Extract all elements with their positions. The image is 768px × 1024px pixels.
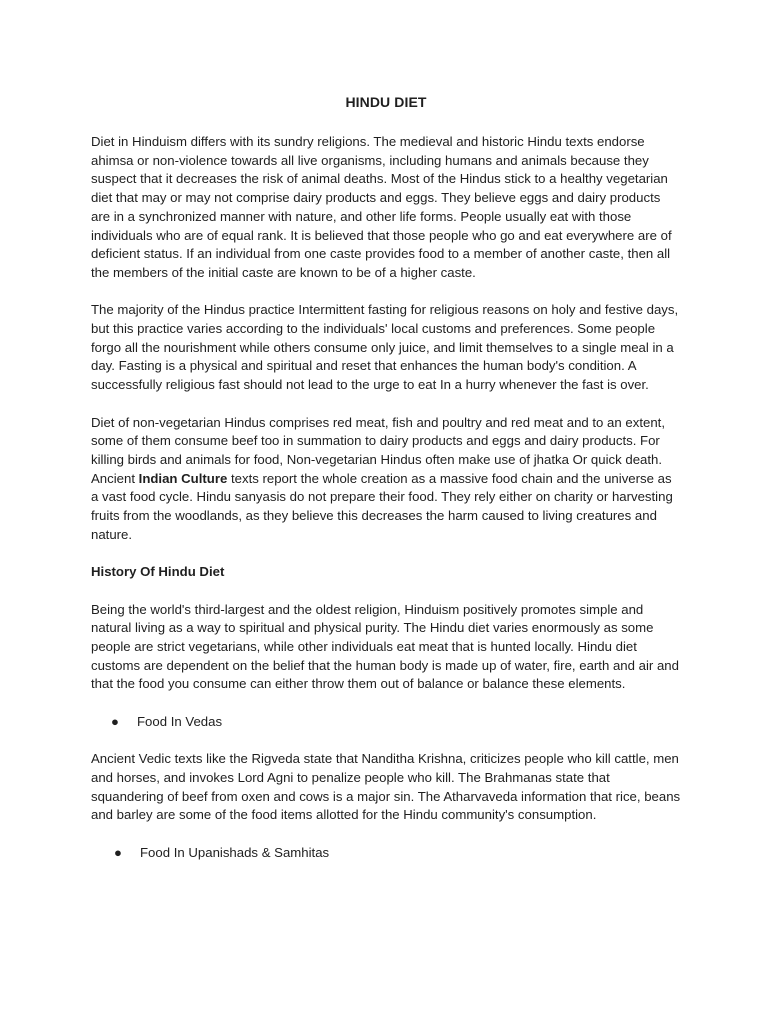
document-title: HINDU DIET (345, 94, 427, 110)
bullet-item-food-in-vedas (91, 713, 681, 732)
paragraph-non-vegetarian (91, 414, 681, 545)
bullet-item-food-in-upanishads (91, 844, 681, 863)
bullet-icon: ● (111, 713, 119, 729)
paragraph-vedic-texts: Ancient Vedic texts like the Rigveda state that Nanditha Krishna, criticizes people who kill cattle, men and horses, and invokes Lord Agni to penalize people who kill. The Brahmanas state that squandering of beef from oxen and cows is a major sin. The Atharvaveda information that rice, beans and barley are some of the food items allotted for the Hindu community's consumption. (91, 751, 681, 823)
paragraph-non-vegetarian-start: Diet of non-vegetarian Hindus comprises red meat, fish and poultry and red meat and to an extent, some of them consume beef too in summation to dairy products and eggs and dairy products. For killing birds and animals for food, Non-vegetarian Hindus often make use of jhatka Or quick death. Ancient (91, 414, 665, 486)
bullet-label: Food In Vedas (137, 713, 223, 729)
bullet-icon: ● (114, 844, 122, 860)
paragraph-fasting: The majority of the Hindus practice Intermittent fasting for religious reasons on holy and festive days, but this practice varies according to the individuals' local customs and preferences. Some people forgo all the nourishment while others consume only juice, and limit themselves to a single meal in a day. Fasting is a physical and spiritual and reset that enhances the human body's condition. A successfully religious fast should not lead to the urge to eat In a hurry whenever the fast is over. (91, 302, 679, 393)
paragraph-intro: Diet in Hinduism differs with its sundry religions. The medieval and historic Hindu texts endorse ahimsa or non-violence towards all live organisms, including humans and animals because they suspect that it decreases the risk of animal deaths. Most of the Hindus stick to a healthy vegetarian diet that may or may not comprise dairy products and eggs. They believe eggs and dairy products are in a synchronized manner with nature, and other life forms. People usually eat with those individuals who are of equal rank. It is believed that those people who go and eat everywhere are of deficient status. If an individual from one caste provides food to a member of another caste, then all the members of the initial caste are known to be of a higher caste. (91, 134, 672, 280)
paragraph-history: Being the world's third-largest and the oldest religion, Hinduism positively promotes simple and natural living as a way to spiritual and physical purity. The Hindu diet varies enormously as some people are strict vegetarians, while other individuals eat meat that is hunted locally. Hindu diet customs are dependent on the belief that the human body is made up of water, fire, earth and air and that the food you consume can either throw them out of balance or balance these elements. (91, 601, 679, 692)
section-heading-history: History Of Hindu Diet (91, 564, 225, 580)
document-body (91, 93, 681, 881)
bullet-label: Food In Upanishads & Samhitas (140, 844, 330, 860)
indian-culture-link[interactable]: Indian Culture (138, 470, 228, 486)
paragraph-non-vegetarian-end: texts report the whole creation as a massive food chain and the universe as a vast food cycle. Hindu sanyasis do not prepare their food. They rely either on charity or harvesting fruits from the woodlands, as they believe this decreases the harm caused to living creatures and nature. (91, 470, 673, 542)
